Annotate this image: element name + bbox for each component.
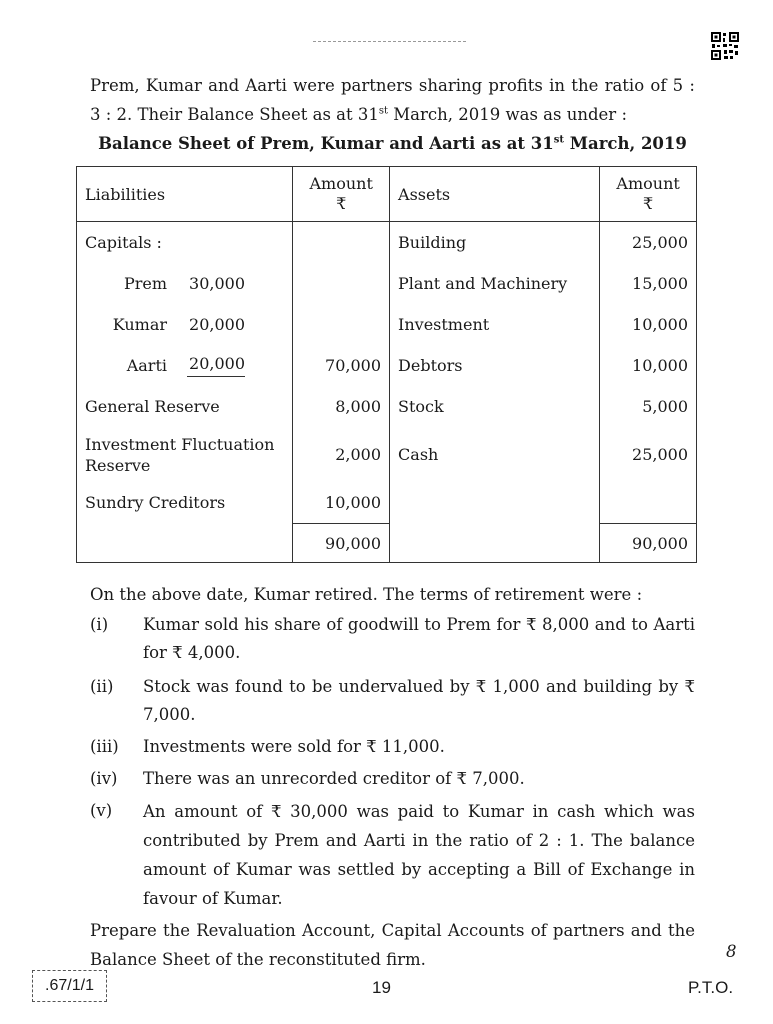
asset-label: Cash [390,427,600,482]
asset-label: Debtors [390,345,600,386]
item-number: (iv) [90,769,118,788]
capital-partner-name: Kumar [112,315,167,334]
liabilities-header: Liabilities [77,167,293,222]
liability-amount: 8,000 [293,386,390,427]
balance-sheet-table [76,166,697,563]
item-number: (ii) [90,677,114,696]
header-divider [313,41,466,42]
problem-intro: Prem, Kumar and Aarti were partners sharing profits in the ratio of 5 : 3 : 2. Their Balance Sheet as at 31st March, 2019 was as under : [90,76,695,124]
total-liabilities: 90,000 [293,524,390,563]
liability-label: Investment Fluctuation Reserve [77,427,293,482]
table-row [77,263,697,304]
table-row [77,427,697,482]
asset-label: Plant and Machinery [390,263,600,304]
item-text: Investments were sold for ₹ 11,000. [143,737,445,756]
retirement-intro: On the above date, Kumar retired. The terms of retirement were : [90,585,643,604]
table-row [77,482,697,524]
pto-label: P.T.O. [688,978,734,997]
marks-label: 8 [726,942,737,961]
assets-header: Assets [390,167,600,222]
instruction-text: Prepare the Revaluation Account, Capital Accounts of partners and the Balance Sheet of the reconstituted firm. [90,921,695,969]
page-number: 19 [372,978,391,997]
asset-amount: 25,000 [600,222,697,264]
asset-label: Stock [390,386,600,427]
liability-amount: 10,000 [293,482,390,524]
asset-amount: 15,000 [600,263,697,304]
table-row [77,222,697,264]
asset-amount: 5,000 [600,386,697,427]
asset-amount: 25,000 [600,427,697,482]
assets-amount-header: Amount ₹ [600,167,697,222]
table-row [77,304,697,345]
capital-partner-value: 30,000 [189,274,245,293]
liability-label: General Reserve [77,386,293,427]
qr-code-icon [711,32,739,60]
balance-sheet-title: Balance Sheet of Prem, Kumar and Aarti as at 31st March, 2019 [98,134,687,153]
total-assets: 90,000 [600,524,697,563]
capital-partner-value: 20,000 [187,354,245,377]
capital-partner-value: 20,000 [189,315,245,334]
item-text: An amount of ₹ 30,000 was paid to Kumar in cash which was contributed by Prem and Aarti in the ratio of 2 : 1. The balance amount of Kumar was settled by accepting a Bill of Exchange in favour of Kumar. [143,802,695,908]
asset-label: Building [390,222,600,264]
table-row [77,386,697,427]
item-number: (i) [90,615,109,634]
item-text: There was an unrecorded creditor of ₹ 7,000. [143,769,525,788]
capitals-total: 70,000 [293,345,390,386]
table-header-row [77,167,697,222]
capital-partner-name: Aarti [126,356,167,375]
capital-partner-name: Prem [123,274,167,293]
paper-code: .67/1/1 [32,970,107,1002]
asset-amount: 10,000 [600,304,697,345]
liability-amount: 2,000 [293,427,390,482]
asset-label: Investment [390,304,600,345]
table-row [77,345,697,386]
liabilities-amount-header: Amount ₹ [293,167,390,222]
liability-label: Sundry Creditors [77,482,293,524]
item-text: Stock was found to be undervalued by ₹ 1,000 and building by ₹ 7,000. [143,677,695,724]
table-total-row [77,524,697,563]
item-number: (iii) [90,737,119,756]
item-text: Kumar sold his share of goodwill to Prem for ₹ 8,000 and to Aarti for ₹ 4,000. [143,615,695,662]
capitals-label: Capitals : [77,222,293,264]
item-number: (v) [90,801,113,820]
asset-amount: 10,000 [600,345,697,386]
